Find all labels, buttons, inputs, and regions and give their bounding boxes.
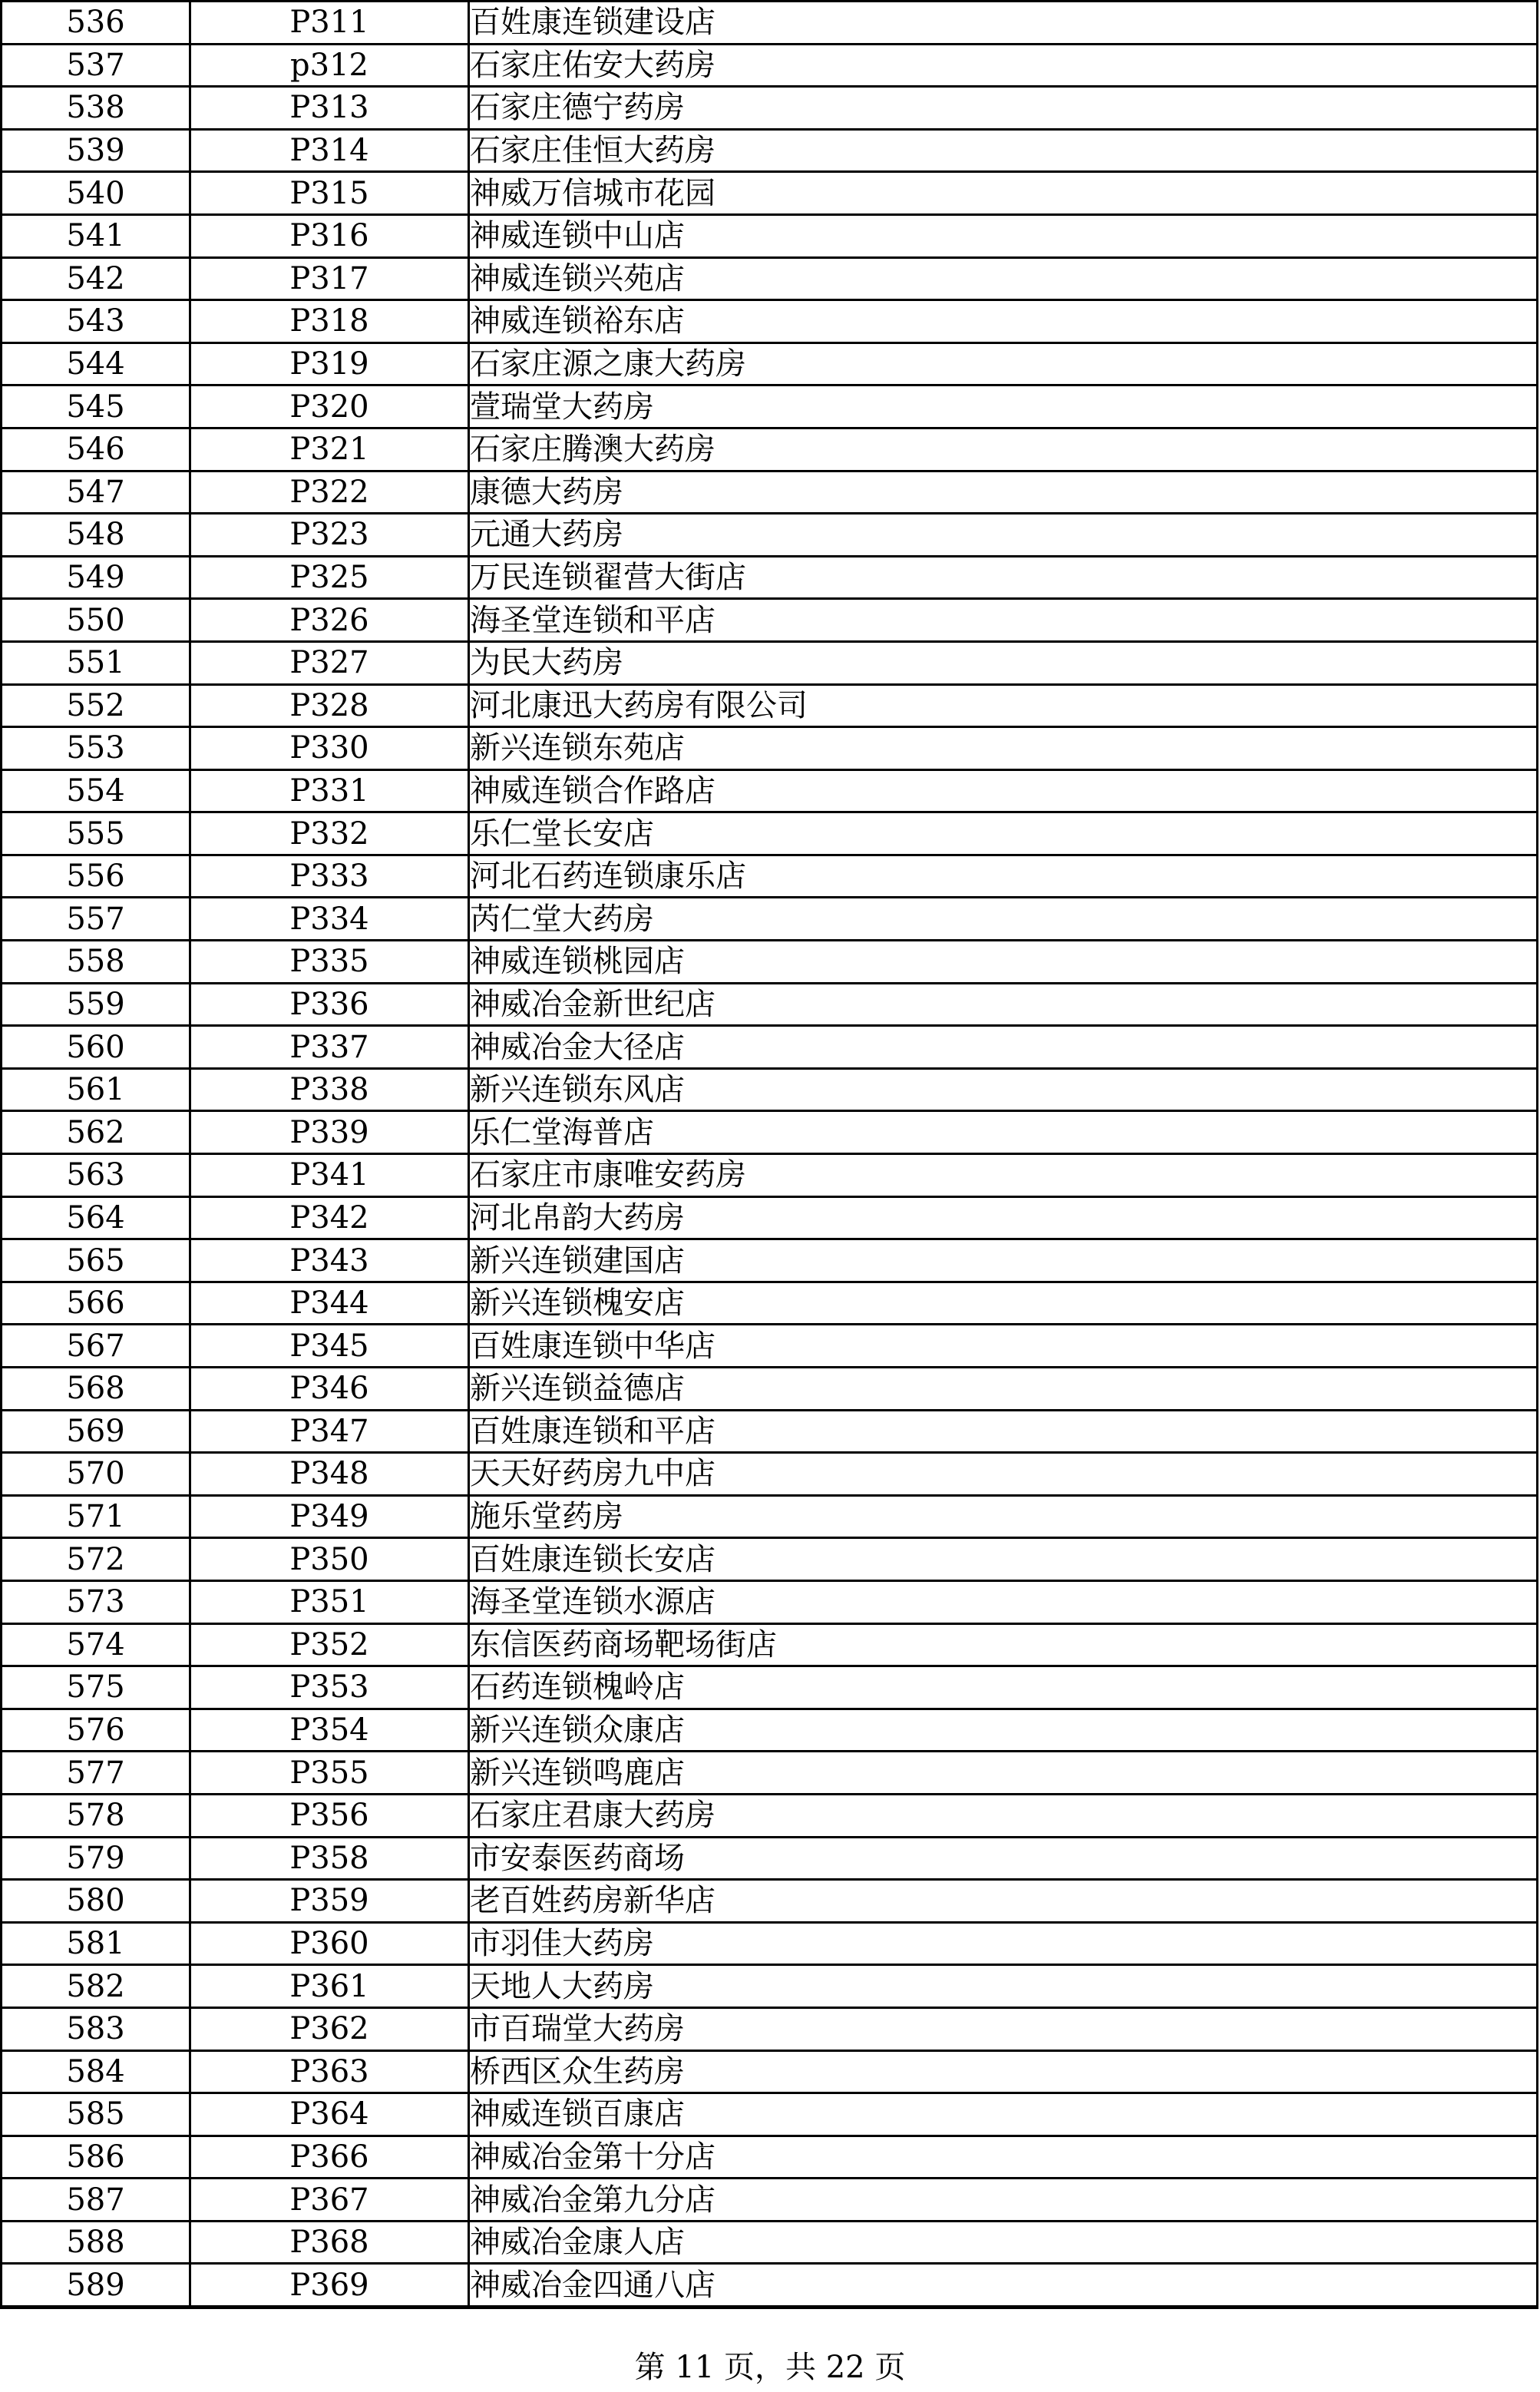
store-name-cell: 神威冶金四通八店	[470, 2267, 715, 2303]
row-number-cell: 562	[2, 1111, 190, 1154]
store-name-cell: 神威冶金第十分店	[469, 2136, 1538, 2179]
store-code-cell: P315	[190, 172, 469, 215]
row-number-cell: 536	[2, 2, 190, 45]
row-number-cell: 572	[2, 1538, 190, 1581]
store-code-cell: P334	[190, 898, 469, 941]
row-number-cell: 538	[2, 87, 190, 130]
store-name-cell: 市百瑞堂大药房	[469, 2007, 1538, 2050]
store-code-cell: P338	[190, 1068, 469, 1111]
table-row	[2, 2136, 1538, 2179]
store-name-cell: 石家庄君康大药房	[469, 1794, 1538, 1837]
table-row	[2, 2, 1538, 45]
store-code-cell: P354	[190, 1709, 469, 1752]
store-name-cell: 神威万信城市花园	[469, 172, 1538, 215]
store-name-cell: 神威连锁兴苑店	[469, 257, 1538, 300]
row-number-cell: 541	[2, 214, 190, 257]
table-row	[2, 44, 1538, 87]
row-number-cell: 566	[2, 1282, 190, 1325]
store-name-cell: 新兴连锁众康店	[469, 1709, 1538, 1752]
store-code-cell: P311	[190, 2, 469, 45]
table-row	[2, 1026, 1538, 1069]
store-code-cell: P359	[190, 1880, 469, 1923]
store-name-cell: 百姓康连锁建设店	[469, 2, 1538, 45]
table-row	[2, 983, 1538, 1026]
store-code-cell: P321	[190, 428, 469, 471]
table-row	[2, 898, 1538, 941]
table-row	[2, 214, 1538, 257]
row-number-cell: 582	[2, 1965, 190, 2008]
table-row	[2, 855, 1538, 898]
table-row	[2, 1368, 1538, 1411]
store-code-cell: P331	[190, 769, 469, 812]
table-row	[2, 1623, 1538, 1666]
table-row	[2, 1068, 1538, 1111]
store-code-cell: P319	[190, 342, 469, 385]
row-number-cell: 537	[2, 44, 190, 87]
row-number-cell: 547	[2, 471, 190, 514]
store-code-cell: P367	[190, 2179, 469, 2222]
store-code-cell: P347	[190, 1410, 469, 1453]
table-row	[2, 1880, 1538, 1923]
store-code-cell: P350	[190, 1538, 469, 1581]
row-number-cell: 551	[2, 641, 190, 684]
store-name-cell: 百姓康连锁长安店	[469, 1538, 1538, 1581]
store-code-cell: P358	[190, 1837, 469, 1880]
store-name-cell: 天天好药房九中店	[469, 1453, 1538, 1496]
store-code-cell: P342	[190, 1196, 469, 1239]
store-code-cell: P364	[190, 2093, 469, 2136]
table-row	[2, 727, 1538, 770]
row-number-cell: 552	[2, 684, 190, 727]
store-code-cell: P328	[190, 684, 469, 727]
row-number-cell: 559	[2, 983, 190, 1026]
row-number-cell: 555	[2, 812, 190, 855]
store-code-cell: P336	[190, 983, 469, 1026]
table-row	[2, 1837, 1538, 1880]
store-code-cell: P363	[190, 2050, 469, 2093]
store-name-cell: 新兴连锁鸣鹿店	[469, 1752, 1538, 1795]
store-code-cell: P349	[190, 1495, 469, 1538]
table-row	[2, 300, 1538, 343]
row-number-cell: 589	[2, 2264, 190, 2308]
store-name-cell: 百姓康连锁和平店	[469, 1410, 1538, 1453]
store-name-cell: 石药连锁槐岭店	[469, 1666, 1538, 1709]
row-number-cell: 542	[2, 257, 190, 300]
table-row	[2, 2221, 1538, 2264]
store-name-cell: 海圣堂连锁和平店	[469, 599, 1538, 642]
table-row	[2, 2264, 1538, 2308]
store-code-cell: P317	[190, 257, 469, 300]
store-name-cell: 为民大药房	[469, 641, 1538, 684]
table-row	[2, 1580, 1538, 1623]
store-code-cell: P368	[190, 2221, 469, 2264]
table-row	[2, 812, 1538, 855]
store-name-cell: 神威连锁百康店	[469, 2093, 1538, 2136]
store-name-cell: 东信医药商场靶场街店	[469, 1623, 1538, 1666]
store-code-cell: P318	[190, 300, 469, 343]
table-row	[2, 1111, 1538, 1154]
store-name-cell: 老百姓药房新华店	[469, 1880, 1538, 1923]
store-code-cell: P356	[190, 1794, 469, 1837]
store-name-cell: 施乐堂药房	[469, 1495, 1538, 1538]
store-name-cell: 天地人大药房	[469, 1965, 1538, 2008]
store-code-cell: P362	[190, 2007, 469, 2050]
store-name-cell: 河北康迅大药房有限公司	[469, 684, 1538, 727]
store-code-cell: P316	[190, 214, 469, 257]
table-row	[2, 428, 1538, 471]
table-row	[2, 2093, 1538, 2136]
row-number-cell: 560	[2, 1026, 190, 1069]
store-code-cell: P320	[190, 385, 469, 428]
store-name-cell: 海圣堂连锁水源店	[469, 1580, 1538, 1623]
row-number-cell: 548	[2, 514, 190, 557]
table-row	[2, 1709, 1538, 1752]
store-code-cell: P345	[190, 1325, 469, 1368]
table-row	[2, 87, 1538, 130]
store-name-cell: 神威冶金第九分店	[469, 2179, 1538, 2222]
table-row	[2, 2007, 1538, 2050]
store-name-cell: 新兴连锁益德店	[469, 1368, 1538, 1411]
table-row	[2, 769, 1538, 812]
store-code-cell: P335	[190, 941, 469, 984]
row-number-cell: 585	[2, 2093, 190, 2136]
row-number-cell: 583	[2, 2007, 190, 2050]
store-name-cell: 新兴连锁东风店	[469, 1068, 1538, 1111]
store-name-cell: 新兴连锁槐安店	[469, 1282, 1538, 1325]
table-body	[2, 2, 1538, 2308]
store-name-cell: 乐仁堂海普店	[469, 1111, 1538, 1154]
page-footer: 第 11 页，共 22 页	[634, 2350, 906, 2385]
row-number-cell: 539	[2, 129, 190, 172]
store-code-cell: P346	[190, 1368, 469, 1411]
store-code-cell: P348	[190, 1453, 469, 1496]
table-row	[2, 1325, 1538, 1368]
row-number-cell: 550	[2, 599, 190, 642]
store-name-cell: 石家庄佳恒大药房	[469, 129, 1538, 172]
store-name-cell: 新兴连锁东苑店	[469, 727, 1538, 770]
store-code-cell: P332	[190, 812, 469, 855]
row-number-cell: 587	[2, 2179, 190, 2222]
row-number-cell: 568	[2, 1368, 190, 1411]
store-name-cell: 元通大药房	[469, 514, 1538, 557]
store-code-cell: P323	[190, 514, 469, 557]
store-name-cell: 石家庄佑安大药房	[469, 44, 1538, 87]
row-number-cell: 573	[2, 1580, 190, 1623]
store-code-cell: p312	[190, 44, 469, 87]
table-row	[2, 1794, 1538, 1837]
store-code-cell: P366	[190, 2136, 469, 2179]
table-row	[2, 1965, 1538, 2008]
row-number-cell: 563	[2, 1154, 190, 1197]
store-code-cell: P322	[190, 471, 469, 514]
row-number-cell: 574	[2, 1623, 190, 1666]
store-name-cell: 神威连锁桃园店	[469, 941, 1538, 984]
table-row	[2, 385, 1538, 428]
row-number-cell: 578	[2, 1794, 190, 1837]
store-code-cell: P314	[190, 129, 469, 172]
table-row	[2, 1922, 1538, 1965]
store-code-cell: P326	[190, 599, 469, 642]
table-row	[2, 257, 1538, 300]
row-number-cell: 554	[2, 769, 190, 812]
row-number-cell: 579	[2, 1837, 190, 1880]
store-name-cell: 神威连锁裕东店	[469, 300, 1538, 343]
row-number-cell: 586	[2, 2136, 190, 2179]
store-code-cell: P339	[190, 1111, 469, 1154]
store-name-cell: 石家庄德宁药房	[469, 87, 1538, 130]
store-name-cell: 百姓康连锁中华店	[469, 1325, 1538, 1368]
store-name-cell: 河北石药连锁康乐店	[469, 855, 1538, 898]
table-row	[2, 599, 1538, 642]
store-name-cell: 芮仁堂大药房	[469, 898, 1538, 941]
store-name-cell: 河北帛韵大药房	[469, 1196, 1538, 1239]
table-row	[2, 1196, 1538, 1239]
row-number-cell: 549	[2, 556, 190, 599]
table-row	[2, 2179, 1538, 2222]
row-number-cell: 577	[2, 1752, 190, 1795]
table-row	[2, 129, 1538, 172]
row-number-cell: 544	[2, 342, 190, 385]
store-name-cell: 神威冶金新世纪店	[469, 983, 1538, 1026]
table-row	[2, 556, 1538, 599]
row-number-cell: 570	[2, 1453, 190, 1496]
table-row	[2, 1410, 1538, 1453]
table-row	[2, 1495, 1538, 1538]
row-number-cell: 581	[2, 1922, 190, 1965]
store-name-cell: 神威冶金大径店	[469, 1026, 1538, 1069]
store-name-cell: 万民连锁翟营大街店	[469, 556, 1538, 599]
row-number-cell: 564	[2, 1196, 190, 1239]
store-name-cell: 神威连锁中山店	[469, 214, 1538, 257]
table-row	[2, 342, 1538, 385]
row-number-cell: 580	[2, 1880, 190, 1923]
row-number-cell: 565	[2, 1239, 190, 1282]
store-code-cell: P353	[190, 1666, 469, 1709]
row-number-cell: 576	[2, 1709, 190, 1752]
store-name-cell: 市羽佳大药房	[469, 1922, 1538, 1965]
table-row	[2, 1453, 1538, 1496]
row-number-cell: 546	[2, 428, 190, 471]
store-name-cell: 神威连锁合作路店	[469, 769, 1538, 812]
table-row	[2, 1752, 1538, 1795]
store-code-cell: P333	[190, 855, 469, 898]
row-number-cell: 567	[2, 1325, 190, 1368]
store-name-cell: 新兴连锁建国店	[469, 1239, 1538, 1282]
row-number-cell: 553	[2, 727, 190, 770]
store-name-cell: 康德大药房	[469, 471, 1538, 514]
table-row	[2, 1239, 1538, 1282]
store-code-cell: P369	[190, 2264, 469, 2308]
row-number-cell: 558	[2, 941, 190, 984]
store-code-cell: P330	[190, 727, 469, 770]
store-code-cell: P344	[190, 1282, 469, 1325]
table-row	[2, 1154, 1538, 1197]
store-code-cell: P337	[190, 1026, 469, 1069]
store-name-cell: 市安泰医药商场	[469, 1837, 1538, 1880]
store-name-cell: 乐仁堂长安店	[469, 812, 1538, 855]
row-number-cell: 569	[2, 1410, 190, 1453]
row-number-cell: 540	[2, 172, 190, 215]
store-code-cell: P361	[190, 1965, 469, 2008]
store-code-cell: P360	[190, 1922, 469, 1965]
table-row	[2, 1666, 1538, 1709]
table-row	[2, 941, 1538, 984]
row-number-cell: 588	[2, 2221, 190, 2264]
store-name-cell: 神威冶金康人店	[469, 2221, 1538, 2264]
store-code-cell: P313	[190, 87, 469, 130]
store-name-cell: 石家庄市康唯安药房	[469, 1154, 1538, 1197]
row-number-cell: 545	[2, 385, 190, 428]
row-number-cell: 571	[2, 1495, 190, 1538]
row-number-cell: 556	[2, 855, 190, 898]
store-code-cell: P341	[190, 1154, 469, 1197]
table-row	[2, 1282, 1538, 1325]
store-name-cell: 桥西区众生药房	[469, 2050, 1538, 2093]
table-row	[2, 1538, 1538, 1581]
table-row	[2, 172, 1538, 215]
table-row	[2, 471, 1538, 514]
table-row	[2, 684, 1538, 727]
row-number-cell: 561	[2, 1068, 190, 1111]
store-name-cell: 石家庄源之康大药房	[469, 342, 1538, 385]
store-code-cell: P352	[190, 1623, 469, 1666]
store-code-cell: P355	[190, 1752, 469, 1795]
store-code-cell: P343	[190, 1239, 469, 1282]
store-code-cell: P351	[190, 1580, 469, 1623]
row-number-cell: 557	[2, 898, 190, 941]
store-name-cell: 石家庄腾澳大药房	[469, 428, 1538, 471]
store-name-cell: 萱瑞堂大药房	[469, 385, 1538, 428]
row-number-cell: 584	[2, 2050, 190, 2093]
row-number-cell: 543	[2, 300, 190, 343]
store-code-cell: P325	[190, 556, 469, 599]
table-row	[2, 2050, 1538, 2093]
table-row	[2, 641, 1538, 684]
table-row	[2, 514, 1538, 557]
row-number-cell: 575	[2, 1666, 190, 1709]
store-code-cell: P327	[190, 641, 469, 684]
